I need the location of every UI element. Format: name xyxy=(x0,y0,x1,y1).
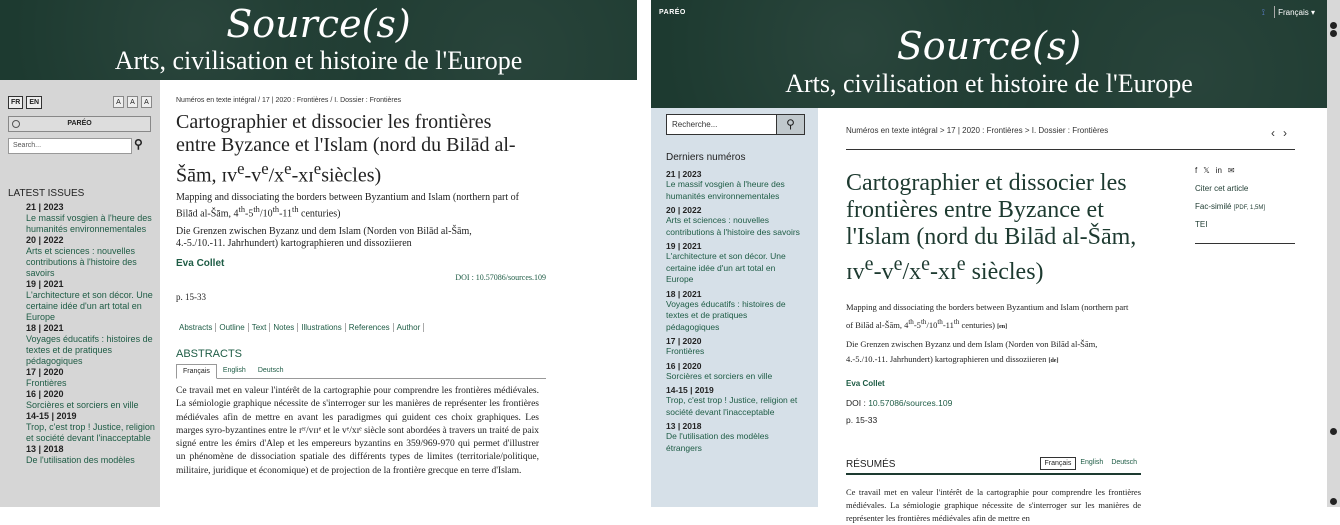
issue-item[interactable] xyxy=(666,336,803,358)
issue-number: 16 | 2020 xyxy=(26,389,64,399)
tab-outline[interactable]: Outline xyxy=(216,323,248,332)
font-size-controls xyxy=(113,96,152,108)
site-title: Source(s) xyxy=(226,2,411,46)
issue-number: 21 | 2023 xyxy=(26,202,64,212)
issue-link[interactable]: Arts et sciences : nouvelles contributions à l'histoire des savoirs xyxy=(26,246,137,278)
pareo-toggle[interactable] xyxy=(8,116,151,132)
font-decrease-button[interactable]: A xyxy=(113,96,124,108)
issue-item[interactable] xyxy=(8,389,156,411)
search-input[interactable]: Recherche... xyxy=(672,120,718,129)
cite-article-link[interactable]: Citer cet article xyxy=(1195,184,1249,193)
issue-number: 19 | 2021 xyxy=(26,279,64,289)
article-title: Cartographier et dissocier les frontières entre Byzance et l'Islam (nord du Bilād al-Šām, $ɪv^e-v^e/x^e-xɪ^e$ siècles) xyxy=(846,170,1137,285)
lang-en-button[interactable]: EN xyxy=(26,96,42,109)
left-page xyxy=(0,0,637,507)
issue-link[interactable]: Le massif vosgien à l'heure des humanités environnementales xyxy=(26,213,152,234)
english-subtitle: Mapping and dissociating the borders between Byzantium and Islam (northern part of Bilād al-Šām, 4th-5th/10th-11th centuries) [en] xyxy=(846,302,1129,330)
tab-francais[interactable]: Français xyxy=(176,364,217,379)
issue-item[interactable] xyxy=(8,444,156,466)
issue-number: 14-15 | 2019 xyxy=(26,411,77,421)
issue-link[interactable]: Sorcières et sorciers en ville xyxy=(26,400,139,410)
divider xyxy=(1195,243,1295,244)
tab-text[interactable]: Text xyxy=(249,323,271,332)
issue-item[interactable] xyxy=(666,361,803,383)
share-icons xyxy=(1195,166,1295,175)
prev-arrow-icon[interactable]: ‹ xyxy=(1271,126,1283,140)
page-range: p. 15-33 xyxy=(846,414,878,425)
scroll-thumb-icon[interactable] xyxy=(1330,428,1337,435)
resume-language-tabs xyxy=(1040,457,1142,470)
issue-link[interactable]: Trop, c'est trop ! Justice, religion et société devant l'inacceptable xyxy=(666,395,798,417)
pareo-label: PARÉO xyxy=(67,120,92,127)
tab-abstracts[interactable]: Abstracts xyxy=(176,323,216,332)
resume-text: Ce travail met en valeur l'intérêt de la cartographie pour comprendre les frontières médiévales. La sémiologie graphique nécessite de s'interroger sur les manières de représenter les frontières médiévales afin de mettre en xyxy=(846,486,1141,523)
issue-number: 19 | 2021 xyxy=(666,241,702,251)
author-link[interactable]: Eva Collet xyxy=(176,257,225,269)
tab-references[interactable]: References xyxy=(346,323,394,332)
issue-link[interactable]: Le massif vosgien à l'heure des humanités environnementales xyxy=(666,179,785,201)
issue-number: 20 | 2022 xyxy=(666,205,702,215)
issue-item[interactable] xyxy=(8,367,156,389)
search-input[interactable]: Search... xyxy=(8,138,132,154)
pane-divider xyxy=(637,0,651,507)
latest-issues-heading: Derniers numéros xyxy=(666,152,746,163)
issue-item[interactable] xyxy=(666,205,803,238)
resumes-heading: RÉSUMÉS xyxy=(846,458,896,470)
issue-number: 13 | 2018 xyxy=(26,444,64,454)
latest-issues-heading: LATEST ISSUES xyxy=(8,188,85,199)
search-icon[interactable]: ⚲ xyxy=(776,115,804,134)
abstract-text: Ce travail met en valeur l'intérêt de la cartographie pour comprendre les frontières médiévales. La sémiologie graphique nécessite de s'interroger sur les manières de représenter les frontières médiévales afin de mettre en avant les paradigmes qui guident ces choix graphiques. Les marges syro-byzantines entre le ɪᵉʳ/vɪɪᵉ et le vᵉ/xɪᵉ siècle sont abordées à travers un traité de paix signé entre les émirs d'Alep et les empereurs byzantins en 359/969-970 qui permet d'illustrer un phénomène de dissociation spatiale des différents types de limites (territoriale/politique, militaire, juridique et économique) et de projection de la frontière grecque en terre d'Islam. xyxy=(176,385,539,476)
issue-item[interactable] xyxy=(8,279,156,323)
latest-issues xyxy=(8,188,156,466)
tab-english[interactable]: English xyxy=(222,366,246,374)
tab-illustrations[interactable]: Illustrations xyxy=(298,323,345,332)
issue-number: 17 | 2020 xyxy=(26,367,64,377)
issue-item[interactable] xyxy=(666,421,803,454)
article-title: Cartographier et dissocier les frontières entre Byzance et l'Islam (nord du Bilād al- Šām, $ɪv^e-v^e/x^e-xɪ^esiècles$) xyxy=(176,111,516,187)
lang-tag-en: [en] xyxy=(997,323,1008,330)
issue-item[interactable] xyxy=(8,323,156,367)
german-subtitle: Die Grenzen zwischen Byzanz und dem Islam (Norden von Bilād al-Šām, 4.-5./10.-11. Jahrhundert) kartographieren und dissoziieren xyxy=(176,225,472,249)
page-range: p. 15-33 xyxy=(176,291,206,302)
issue-link[interactable]: Frontières xyxy=(26,378,67,388)
site-title: Source(s) xyxy=(896,24,1082,68)
issue-item[interactable] xyxy=(666,289,803,334)
issue-number: 16 | 2020 xyxy=(666,360,702,371)
issue-number: 18 | 2021 xyxy=(666,288,702,299)
doi-link[interactable]: 10.57086/sources.109 xyxy=(868,397,953,408)
issue-number: 20 | 2022 xyxy=(26,235,64,245)
scrollbar[interactable] xyxy=(1327,0,1340,507)
issue-number: 13 | 2018 xyxy=(666,421,702,431)
issue-link[interactable]: Voyages éducatifs : histoires de textes et de pratiques pédagogiques xyxy=(666,298,786,332)
site-subtitle: Arts, civilisation et histoire de l'Europe xyxy=(114,46,523,75)
issue-item[interactable] xyxy=(666,385,803,418)
x-icon[interactable]: 𝕏 xyxy=(1203,166,1210,175)
facsimile-link[interactable]: Fac-similé [PDF, 1,5M] xyxy=(1195,202,1266,211)
latest-issues xyxy=(666,152,803,454)
top-divider xyxy=(1274,6,1275,18)
issue-link[interactable]: L'architecture et son décor. Une certaine idée d'un art total en Europe xyxy=(26,290,153,322)
issue-item[interactable] xyxy=(8,202,156,235)
doi: DOI : 10.57086/sources.109 xyxy=(846,397,953,408)
section-tabs xyxy=(176,323,546,332)
issue-link[interactable]: L'architecture et son décor. Une certaine idée d'un art total en Europe xyxy=(666,251,786,284)
site-banner[interactable] xyxy=(0,0,637,80)
site-subtitle: Arts, civilisation et histoire de l'Europe xyxy=(785,69,1193,98)
breadcrumb-bar xyxy=(846,126,1295,150)
article-nav xyxy=(1271,126,1295,140)
search-icon[interactable]: ⚲ xyxy=(134,137,143,151)
facebook-icon[interactable]: f xyxy=(1195,166,1198,175)
font-reset-button[interactable]: A xyxy=(127,96,138,108)
site-banner[interactable] xyxy=(651,0,1327,108)
doi[interactable]: DOI : 10.57086/sources.109 xyxy=(455,272,546,282)
right-page xyxy=(651,0,1327,523)
rss-icon[interactable]: ⟟ xyxy=(1261,7,1265,17)
sidebar xyxy=(0,80,160,507)
issue-link[interactable]: De l'utilisation des modèles xyxy=(26,455,135,465)
facsimile-meta: [PDF, 1,5M] xyxy=(1233,205,1266,211)
mail-icon[interactable]: ✉ xyxy=(1227,166,1235,175)
pareo-circle-icon xyxy=(12,120,20,128)
scroll-indicator-icon xyxy=(1330,498,1337,505)
article-tools xyxy=(1195,166,1295,244)
issue-link[interactable]: Arts et sciences : nouvelles contributions à l'histoire des savoirs xyxy=(666,215,800,237)
issue-item[interactable] xyxy=(8,411,156,444)
tab-deutsch[interactable]: Deutsch xyxy=(1111,458,1137,466)
english-subtitle: Mapping and dissociating the borders between Byzantium and Islam (northern part of Bilād al-Šām, 4th-5th/10th-11th centuries) xyxy=(176,191,519,219)
sidebar xyxy=(651,108,818,507)
german-subtitle: Die Grenzen zwischen Byzanz und dem Islam (Norden von Bilād al-Šām, 4.-5./10.-11. Jahrhundert) kartographieren und dissoziieren [de] xyxy=(846,338,1098,364)
font-increase-button[interactable]: A xyxy=(141,96,152,108)
next-arrow-icon[interactable]: › xyxy=(1283,126,1295,140)
search-box xyxy=(666,114,805,135)
breadcrumb[interactable]: Numéros en texte intégral > 17 | 2020 : Frontières > I. Dossier : Frontières xyxy=(846,126,1109,135)
issue-link[interactable]: Voyages éducatifs : histoires de textes et de pratiques pédagogiques xyxy=(26,334,153,366)
pareo-link[interactable]: PARÉO xyxy=(659,9,686,16)
issue-number: 14-15 | 2019 xyxy=(666,385,714,395)
issue-item[interactable] xyxy=(666,169,803,202)
scroll-indicator-icon xyxy=(1330,22,1337,29)
tab-author[interactable]: Author xyxy=(394,323,425,332)
issue-number: 17 | 2020 xyxy=(666,336,702,346)
issue-link[interactable]: Trop, c'est trop ! Justice, religion et société devant l'inacceptable xyxy=(26,422,155,443)
tab-english[interactable]: English xyxy=(1080,458,1104,466)
issue-item[interactable] xyxy=(8,235,156,279)
lang-fr-button[interactable]: FR xyxy=(8,96,23,109)
language-dropdown[interactable]: Français ▾ xyxy=(1278,8,1315,17)
abstracts-heading: ABSTRACTS xyxy=(176,347,243,360)
tab-deutsch[interactable]: Deutsch xyxy=(257,366,284,374)
article-main xyxy=(176,97,546,478)
breadcrumb[interactable]: Numéros en texte intégral / 17 | 2020 : Frontières / I. Dossier : Frontières xyxy=(176,97,402,104)
lang-tag-de: [de] xyxy=(1048,357,1059,364)
language-switcher xyxy=(8,96,42,109)
tei-link[interactable]: TEI xyxy=(1195,220,1208,229)
issue-link[interactable]: Sorcières et sorciers en ville xyxy=(666,370,773,381)
issue-link[interactable]: Frontières xyxy=(666,346,705,356)
resumes-header xyxy=(846,457,1141,475)
issue-link[interactable]: De l'utilisation des modèles étrangers xyxy=(666,431,769,453)
linkedin-icon[interactable]: in xyxy=(1215,166,1222,175)
tab-francais[interactable]: Français xyxy=(1040,457,1077,470)
abstract-language-tabs xyxy=(176,364,546,379)
issue-item[interactable] xyxy=(666,241,803,286)
issue-number: 21 | 2023 xyxy=(666,169,702,179)
tab-notes[interactable]: Notes xyxy=(270,323,298,332)
scroll-indicator-icon xyxy=(1330,30,1337,37)
author-link[interactable]: Eva Collet xyxy=(846,378,885,388)
issue-number: 18 | 2021 xyxy=(26,323,64,333)
